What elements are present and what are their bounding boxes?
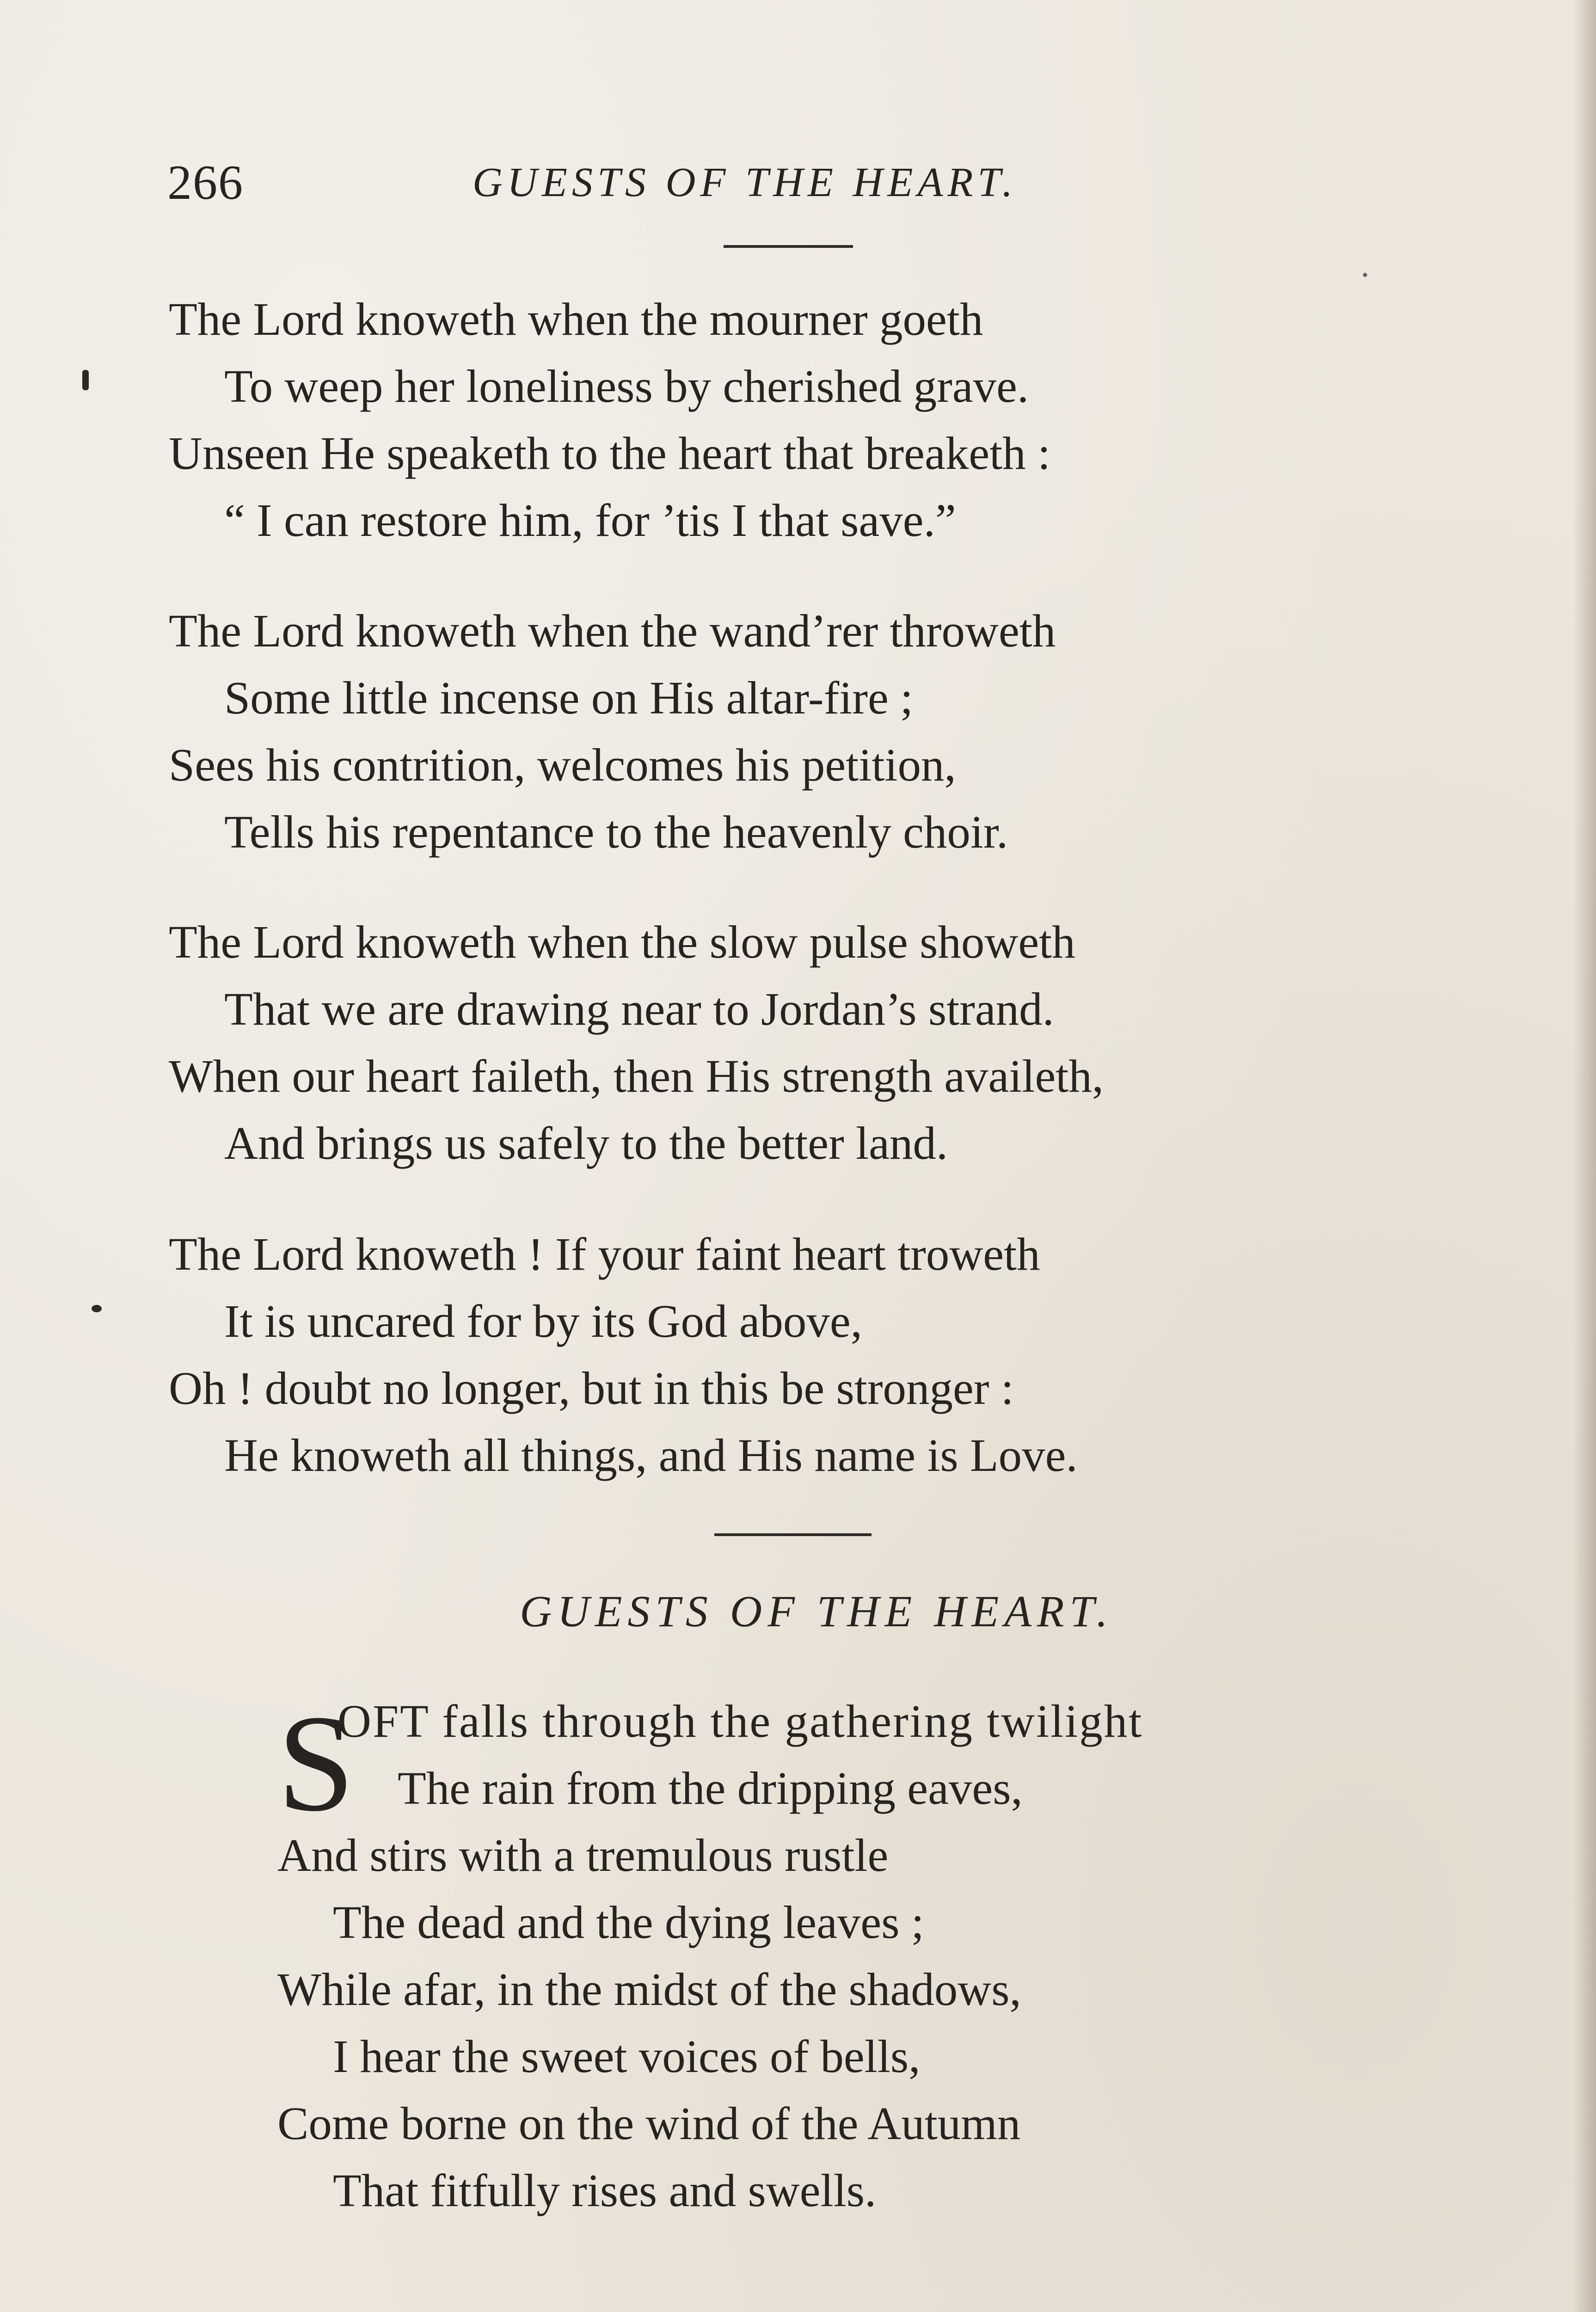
page-header	[167, 148, 1115, 217]
poem-line: Unseen He speaketh to the heart that breaketh :	[169, 427, 1051, 479]
poem-line: The Lord knoweth when the mourner goeth	[169, 293, 983, 345]
poem2-stanza	[277, 1688, 1143, 2224]
poem-line: The dead and the dying leaves ;	[333, 1896, 924, 1948]
poem-line: To weep her loneliness by cherished grave.	[224, 360, 1029, 412]
poem-line: And brings us safely to the better land.	[224, 1117, 948, 1169]
poem1-stanza-2	[169, 597, 1056, 866]
poem-line: And stirs with a tremulous rustle	[277, 1829, 889, 1881]
poem-line: Oh ! doubt no longer, but in this be stronger :	[169, 1362, 1014, 1414]
poem-line: Some little incense on His altar-fire ;	[224, 672, 914, 724]
poem-line: That fitfully rises and swells.	[333, 2164, 877, 2216]
poem-line: When our heart faileth, then His strength availeth,	[169, 1050, 1104, 1102]
poem-line: The rain from the dripping eaves,	[398, 1762, 1023, 1814]
poem-line: I hear the sweet voices of bells,	[333, 2030, 921, 2082]
poem-line: While afar, in the midst of the shadows,	[277, 1963, 1021, 2015]
page-spine-shadow	[1573, 0, 1596, 2312]
poem1-stanza-1	[169, 286, 1050, 554]
poem-line: OFT falls through the gathering twilight	[338, 1695, 1143, 1747]
ink-speck	[1363, 273, 1367, 277]
poem-line: It is uncared for by its God above,	[224, 1295, 862, 1347]
section-rule	[714, 1533, 872, 1536]
poem-title: GUESTS OF THE HEART.	[520, 1586, 1113, 1636]
poem-line: Tells his repentance to the heavenly choir.	[224, 806, 1008, 858]
drop-cap: S	[277, 1686, 355, 1840]
ink-speck	[82, 370, 89, 390]
poem-line: “ I can restore him, for ’tis I that save.”	[224, 494, 956, 546]
header-rule	[724, 245, 853, 248]
poem-line: The Lord knoweth when the wand’rer throweth	[169, 605, 1056, 657]
poem-line: Come borne on the wind of the Autumn	[277, 2097, 1021, 2149]
poem-line: That we are drawing near to Jordan’s strand.	[224, 983, 1054, 1035]
poem1-stanza-3	[169, 909, 1104, 1177]
page-number: 266	[167, 155, 244, 209]
ink-speck	[92, 1305, 102, 1312]
poem-line: The Lord knoweth ! If your faint heart troweth	[169, 1228, 1040, 1280]
poem-line: Sees his contrition, welcomes his petition,	[169, 739, 956, 791]
poem-line: He knoweth all things, and His name is Love.	[224, 1429, 1078, 1481]
poem-line: The Lord knoweth when the slow pulse showeth	[169, 916, 1075, 968]
running-head: GUESTS OF THE HEART.	[473, 160, 1018, 205]
poem1-stanza-4	[169, 1221, 1078, 1489]
